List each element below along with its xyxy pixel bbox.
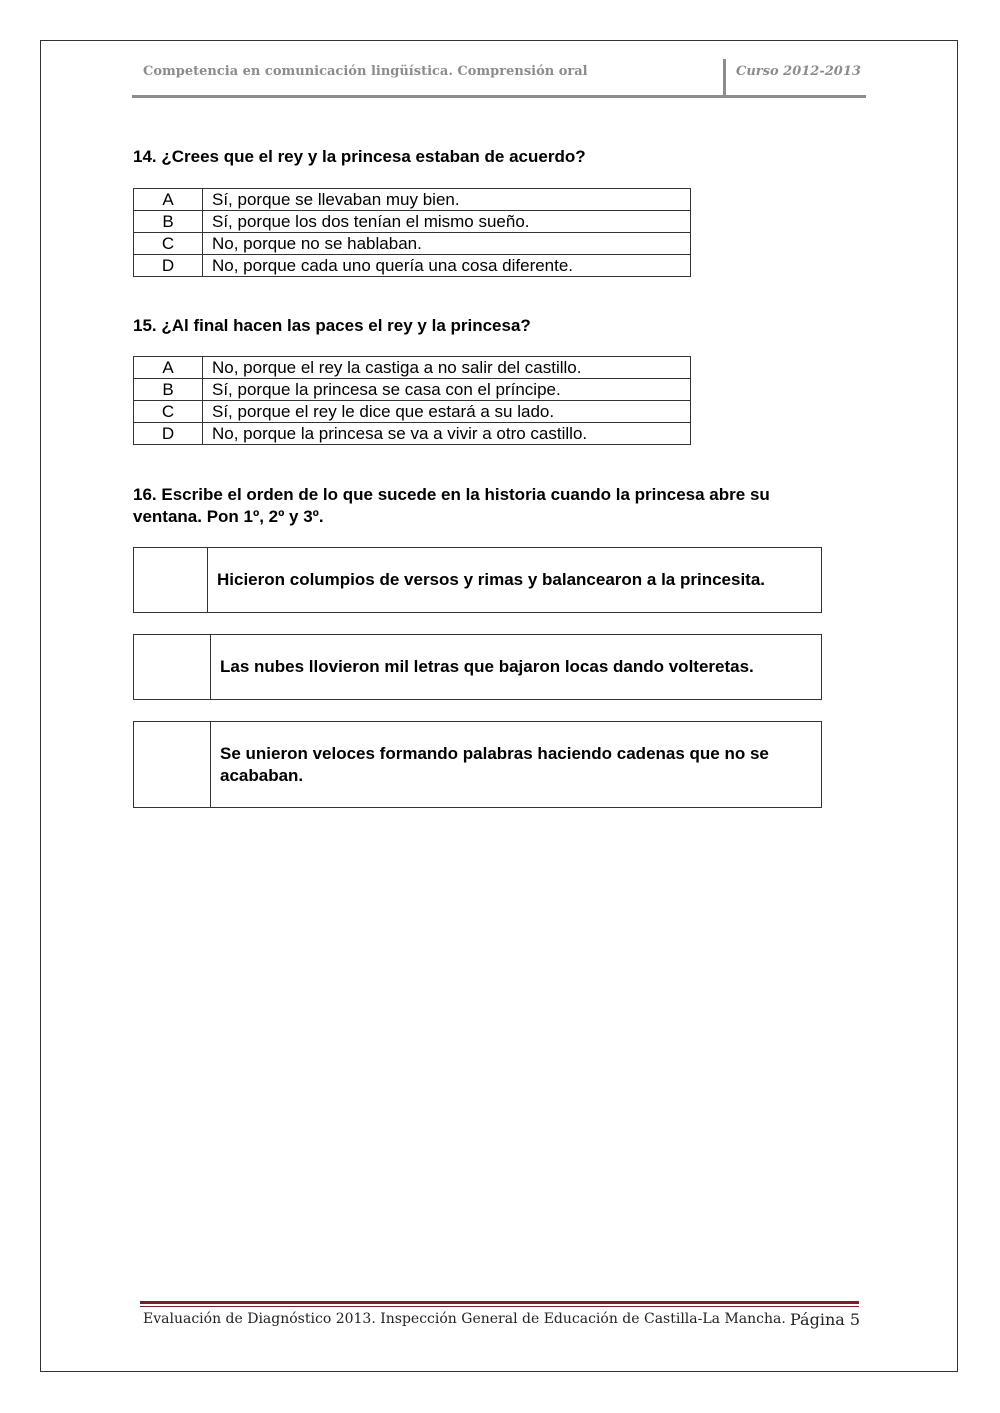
header-divider	[723, 59, 726, 97]
header-course: Curso 2012-2013	[736, 64, 861, 79]
option-letter: C	[134, 401, 203, 423]
q15-option-d[interactable]	[134, 423, 691, 445]
option-letter: B	[134, 379, 203, 401]
order-answer-input[interactable]	[134, 722, 211, 807]
order-answer-input[interactable]	[134, 635, 211, 699]
order-item-text: Hicieron columpios de versos y rimas y balancearon a la princesita.	[217, 570, 766, 589]
option-letter: A	[134, 189, 203, 211]
q15-option-b[interactable]	[134, 379, 691, 401]
option-text: No, porque cada uno quería una cosa diferente.	[203, 255, 691, 277]
q15-option-c[interactable]	[134, 401, 691, 423]
option-text: No, porque no se hablaban.	[203, 233, 691, 255]
option-text: No, porque la princesa se va a vivir a otro castillo.	[203, 423, 691, 445]
question-14: 14. ¿Crees que el rey y la princesa estaban de acuerdo?	[133, 147, 586, 166]
order-item-text: Se unieron veloces formando palabras haciendo cadenas que no se acababan.	[220, 743, 769, 785]
order-item-3	[133, 721, 822, 808]
option-text: Sí, porque el rey le dice que estará a su lado.	[203, 401, 691, 423]
option-text: Sí, porque se llevaban muy bien.	[203, 189, 691, 211]
option-letter: D	[134, 255, 203, 277]
q14-option-c[interactable]	[134, 233, 691, 255]
footer-rule-thin	[140, 1306, 859, 1307]
question-16	[133, 484, 770, 528]
option-text: Sí, porque los dos tenían el mismo sueño.	[203, 211, 691, 233]
header-rule	[132, 95, 866, 98]
question-15: 15. ¿Al final hacen las paces el rey y la princesa?	[133, 316, 531, 335]
header-title: Competencia en comunicación lingüística. Comprensión oral	[143, 64, 588, 79]
question-16-line1: 16. Escribe el orden de lo que sucede en la historia cuando la princesa abre su	[133, 485, 770, 504]
question-16-line2: ventana. Pon 1º, 2º y 3º.	[133, 507, 324, 526]
option-letter: D	[134, 423, 203, 445]
order-answer-input[interactable]	[134, 548, 208, 612]
footer-text: Evaluación de Diagnóstico 2013. Inspección General de Educación de Castilla-La Mancha.	[143, 1311, 786, 1327]
option-text: Sí, porque la princesa se casa con el príncipe.	[203, 379, 691, 401]
q15-option-a[interactable]	[134, 357, 691, 379]
option-letter: C	[134, 233, 203, 255]
q14-options-table	[133, 188, 691, 277]
footer-rule	[140, 1301, 859, 1304]
option-text: No, porque el rey la castiga a no salir del castillo.	[203, 357, 691, 379]
q14-option-a[interactable]	[134, 189, 691, 211]
option-letter: A	[134, 357, 203, 379]
option-letter: B	[134, 211, 203, 233]
page-number: Página 5	[790, 1310, 861, 1329]
q15-options-table	[133, 356, 691, 445]
order-item-2	[133, 634, 822, 700]
order-item-text: Las nubes llovieron mil letras que bajaron locas dando volteretas.	[220, 657, 754, 676]
order-item-1	[133, 547, 822, 613]
q14-option-d[interactable]	[134, 255, 691, 277]
q14-option-b[interactable]	[134, 211, 691, 233]
